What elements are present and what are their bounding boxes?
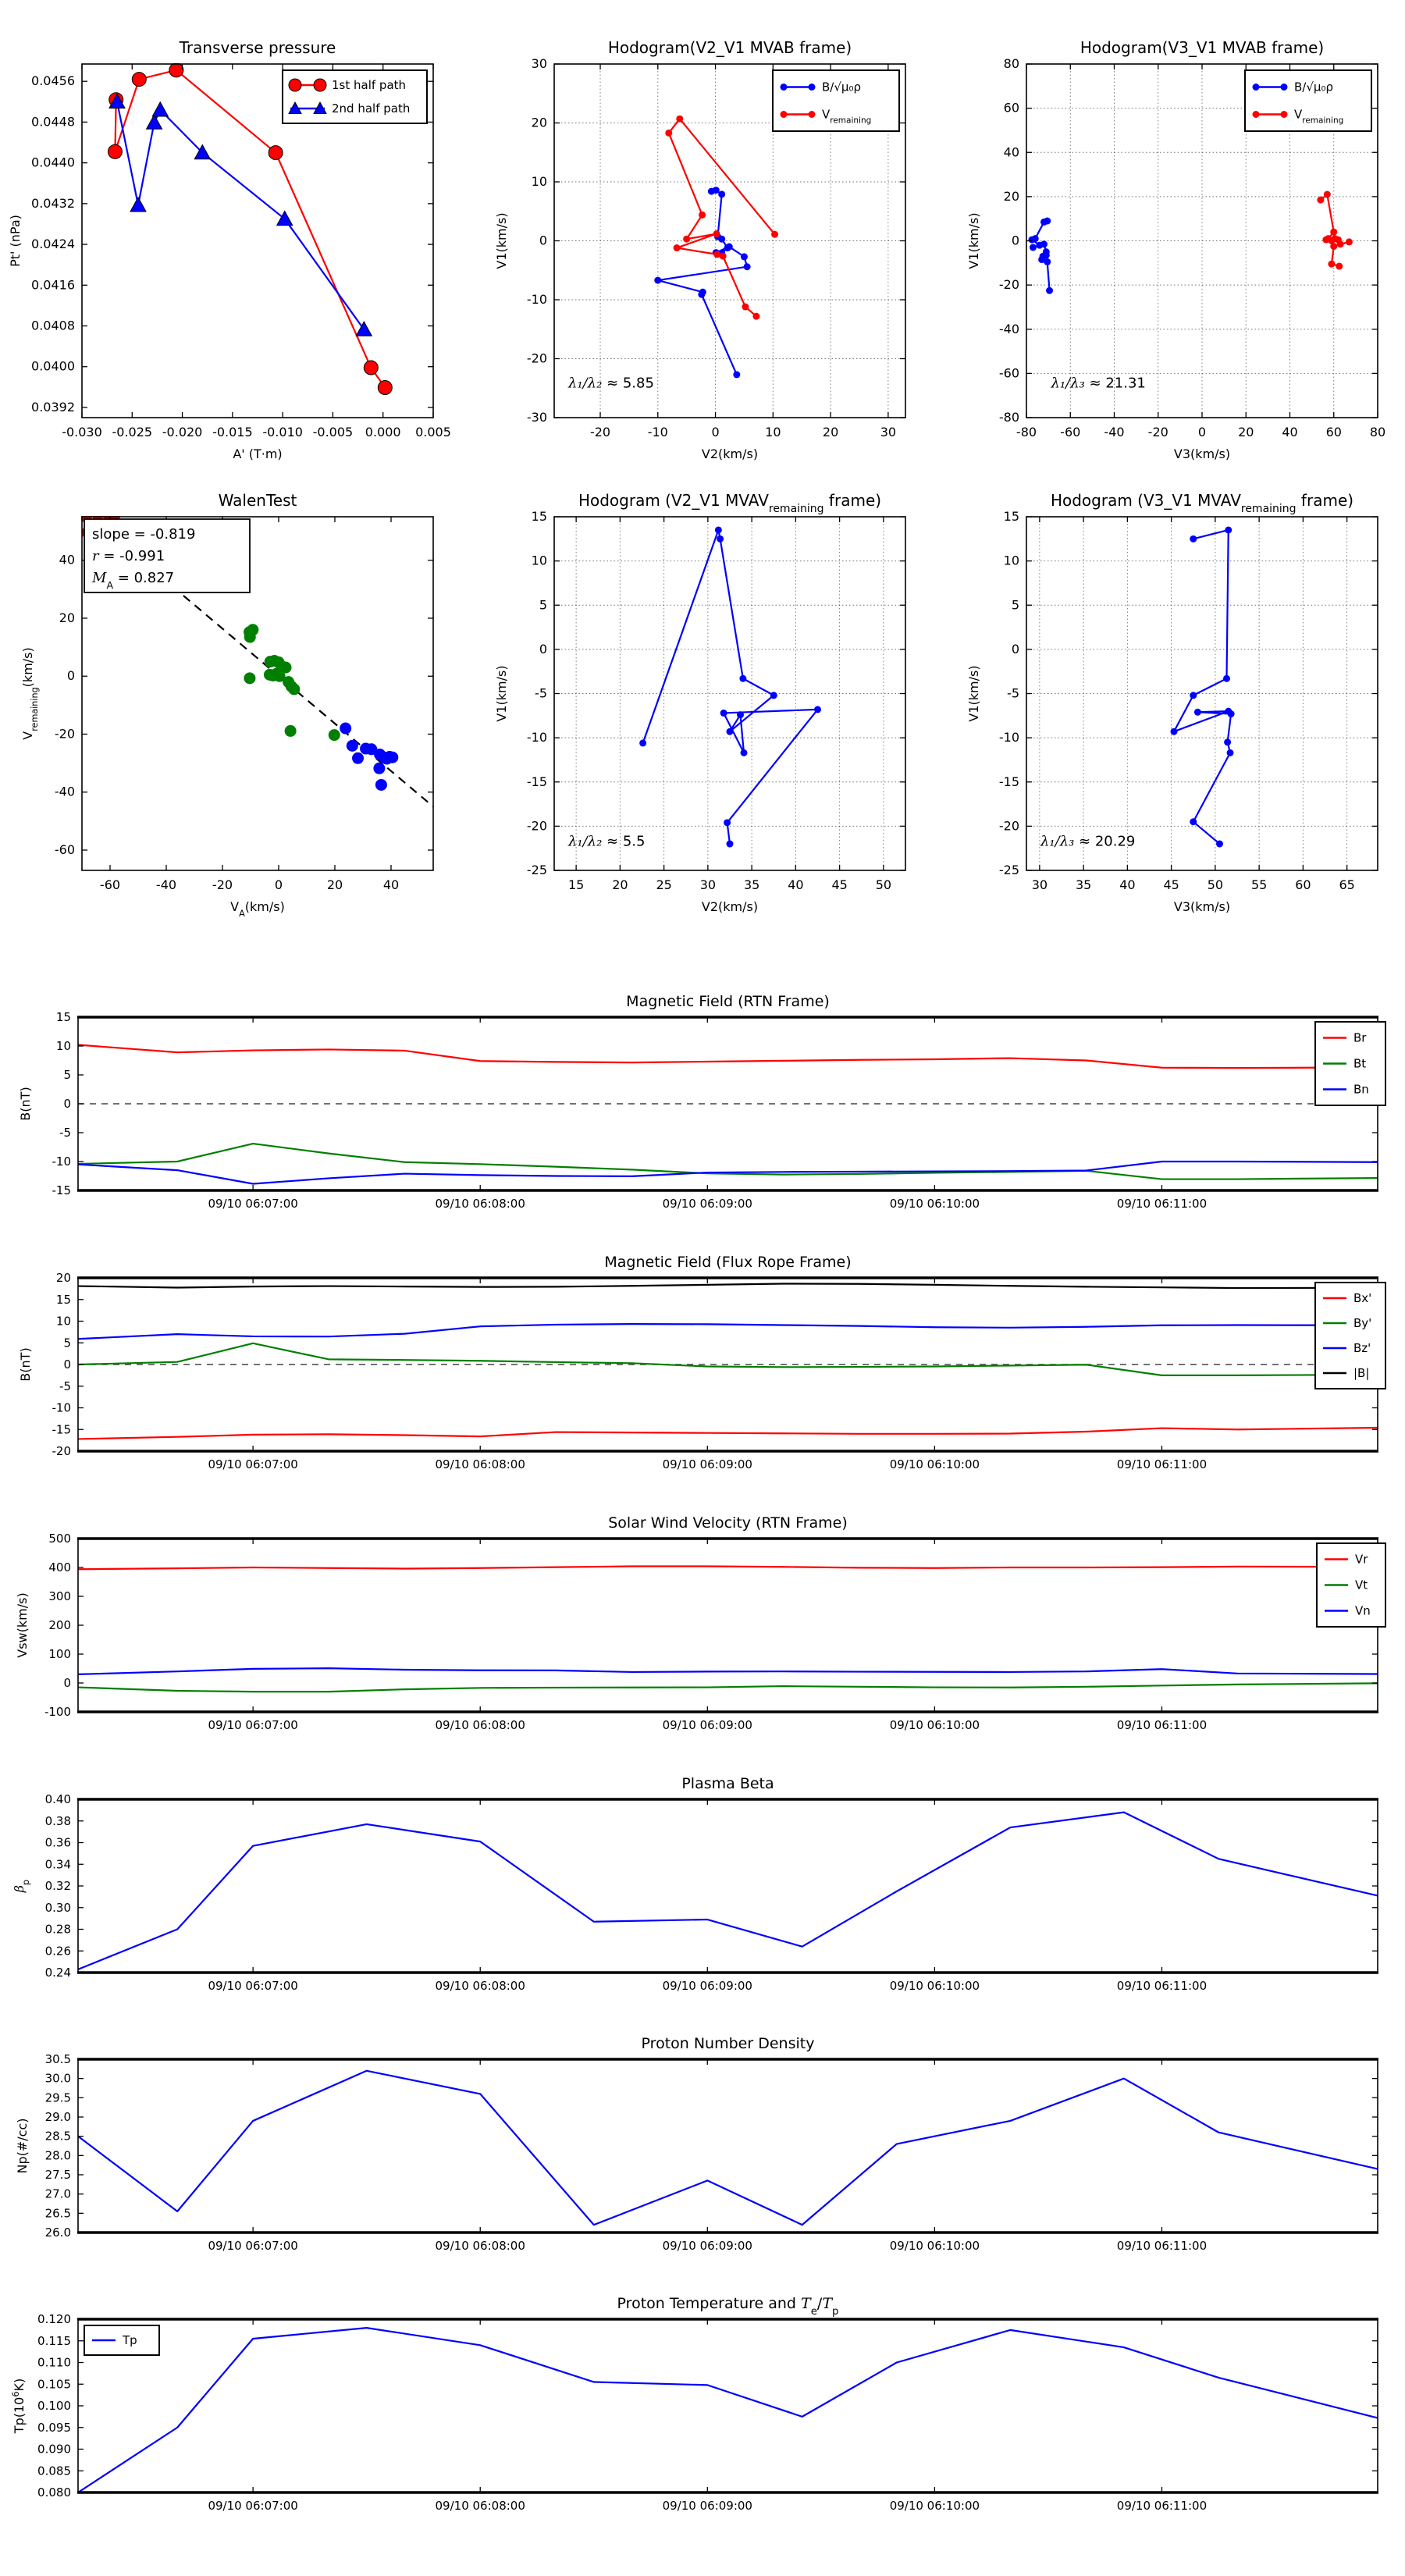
svg-text:400: 400 [48,1560,71,1574]
svg-text:V3(km/s): V3(km/s) [1173,899,1231,914]
chart-walen-test [20,491,433,919]
svg-text:Vremaining(km/s): $V_{remaining}(km/s)$ [20,647,40,740]
svg-text:0.005: 0.005 [415,425,451,439]
svg-text:βp: $\beta_p$ [12,1879,31,1893]
svg-text:0: 0 [1197,425,1207,439]
svg-text:09/10 06:07:00: 09/10 06:07:00 [208,1197,298,1211]
svg-text:-5: -5 [59,1379,71,1393]
svg-text:45: 45 [831,877,848,892]
svg-text:10: 10 [55,1314,71,1329]
svg-text:-0.015: -0.015 [212,425,253,439]
svg-text:10: 10 [1003,553,1019,568]
svg-text:By': By' [1353,1316,1372,1330]
svg-text:λ₁/λ₂ ≈ 5.5: λ₁/λ₂ ≈ 5.5 [568,833,646,850]
chart-mag-fluxrope [18,1254,1385,1471]
svg-text:20: 20 [1003,188,1019,204]
svg-text:09/10 06:08:00: 09/10 06:08:00 [435,2239,525,2253]
svg-text:-60: -60 [998,365,1019,381]
svg-text:-10: -10 [647,425,668,439]
svg-text:35: 35 [1075,877,1092,892]
svg-text:-5: -5 [1007,685,1019,701]
svg-text:09/10 06:09:00: 09/10 06:09:00 [662,1457,752,1471]
svg-text:-60: -60 [54,842,75,858]
svg-text:-20: -20 [589,425,611,439]
svg-text:Hodogram(V2_V1 MVAB frame): Hodogram(V2_V1 MVAB frame) [607,38,852,57]
svg-text:A' (T·m): A' (T·m) [233,447,283,461]
svg-text:40: 40 [59,552,75,568]
chart-hodogram-v2v1-mvab [494,38,905,461]
svg-text:28.5: 28.5 [44,2129,71,2144]
svg-text:Proton Number Density: Proton Number Density [641,2035,815,2052]
svg-text:0: 0 [63,1357,71,1372]
svg-text:VA(km/s): $V_A(km/s)$ [230,899,285,919]
svg-text:0.105: 0.105 [37,2377,71,2392]
svg-text:-0.020: -0.020 [162,425,203,439]
svg-text:100: 100 [48,1647,71,1661]
svg-text:V2(km/s): V2(km/s) [701,899,759,914]
svg-text:-0.025: -0.025 [112,425,153,439]
svg-text:300: 300 [48,1589,71,1603]
svg-text:0.110: 0.110 [37,2355,71,2370]
svg-text:λ₁/λ₂ ≈ 5.85: λ₁/λ₂ ≈ 5.85 [568,375,654,392]
svg-text:5: 5 [1011,597,1019,613]
svg-text:50: 50 [1207,877,1224,892]
svg-text:2nd half path: 2nd half path [332,101,411,116]
svg-text:Hodogram(V3_V1 MVAB frame): Hodogram(V3_V1 MVAB frame) [1080,38,1325,57]
svg-text:29.5: 29.5 [44,2090,71,2105]
svg-text:09/10 06:07:00: 09/10 06:07:00 [208,2239,298,2253]
svg-text:0: 0 [274,877,283,892]
svg-text:09/10 06:07:00: 09/10 06:07:00 [208,2499,298,2513]
svg-text:30: 30 [1031,877,1048,892]
svg-text:V3(km/s): V3(km/s) [1173,447,1231,461]
svg-text:09/10 06:11:00: 09/10 06:11:00 [1116,2239,1208,2253]
svg-text:0.32: 0.32 [44,1879,71,1893]
svg-text:0: 0 [1011,641,1019,656]
svg-text:09/10 06:11:00: 09/10 06:11:00 [1116,1197,1208,1211]
svg-text:-15: -15 [52,1183,71,1197]
svg-text:Bz': Bz' [1353,1341,1371,1355]
svg-text:0.26: 0.26 [44,1944,71,1959]
svg-text:|B|: |B| [1353,1366,1370,1380]
svg-text:Br: Br [1353,1030,1367,1045]
svg-text:0.36: 0.36 [44,1835,71,1850]
svg-text:0.0392: 0.0392 [31,399,75,415]
svg-text:27.5: 27.5 [44,2168,71,2182]
svg-text:-20: -20 [526,818,547,834]
svg-text:28.0: 28.0 [44,2148,71,2163]
svg-text:26.5: 26.5 [44,2206,71,2221]
svg-text:0: 0 [539,233,547,248]
svg-text:1st half path: 1st half path [332,78,407,92]
svg-text:09/10 06:08:00: 09/10 06:08:00 [435,1197,525,1211]
svg-text:V1(km/s): V1(km/s) [494,212,509,269]
svg-text:-15: -15 [52,1422,71,1437]
svg-text:09/10 06:11:00: 09/10 06:11:00 [1116,1718,1208,1732]
svg-text:-15: -15 [998,774,1019,789]
chart-proton-temp [11,2295,1379,2513]
chart-vsw-rtn [15,1514,1385,1732]
svg-text:0.30: 0.30 [44,1900,71,1915]
svg-text:0: 0 [63,1676,71,1690]
svg-text:-5: -5 [59,1126,71,1140]
svg-text:-10: -10 [526,730,547,745]
svg-text:Plasma Beta: Plasma Beta [681,1775,774,1792]
svg-text:25: 25 [656,877,672,892]
svg-text:20: 20 [531,115,547,130]
svg-text:0.38: 0.38 [44,1813,71,1828]
svg-text:0.090: 0.090 [37,2442,71,2457]
svg-text:Vsw(km/s): Vsw(km/s) [15,1592,30,1658]
svg-text:20: 20 [822,425,839,439]
svg-text:40: 40 [1119,877,1136,892]
svg-text:09/10 06:10:00: 09/10 06:10:00 [889,2239,980,2253]
svg-text:Vremaining: $V_{remaining}$ [822,107,872,126]
svg-text:0: 0 [66,668,75,684]
svg-text:20: 20 [55,1271,71,1285]
svg-text:-40: -40 [1104,425,1125,439]
svg-text:-20: -20 [526,350,547,366]
svg-text:λ₁/λ₃ ≈ 20.29: λ₁/λ₃ ≈ 20.29 [1040,833,1136,850]
chart-proton-density [15,2035,1378,2253]
svg-text:40: 40 [1282,425,1298,439]
svg-text:-30: -30 [526,410,547,425]
svg-text:0: 0 [63,1097,71,1111]
svg-text:-20: -20 [212,877,233,892]
svg-text:Proton Temperature and Te/Tp: Proton Temperature and $T_e/T_p$ [617,2295,839,2318]
svg-text:-60: -60 [1060,425,1081,439]
svg-text:45: 45 [1163,877,1179,892]
svg-text:WalenTest: WalenTest [218,491,297,510]
svg-text:40: 40 [1003,144,1019,160]
svg-text:30: 30 [699,877,717,892]
svg-text:35: 35 [743,877,760,892]
svg-text:09/10 06:07:00: 09/10 06:07:00 [208,1457,298,1471]
svg-text:0: 0 [1011,233,1019,248]
svg-text:0: 0 [711,425,720,439]
svg-text:0.0416: 0.0416 [31,277,75,293]
svg-text:0.0440: 0.0440 [31,155,75,170]
svg-text:29.0: 29.0 [44,2110,71,2124]
svg-text:0.085: 0.085 [37,2464,71,2478]
svg-text:Hodogram (V3_V1 MVAVremaining: Hodogram (V3_V1 $MVAV_{remaining}$ frame) [1050,491,1354,515]
chart-plasma-beta [12,1775,1378,1993]
svg-text:55: 55 [1250,877,1268,892]
svg-text:65: 65 [1339,877,1355,892]
svg-text:Magnetic Field (Flux Rope Fram: Magnetic Field (Flux Rope Frame) [604,1254,852,1271]
svg-text:-0.010: -0.010 [262,425,303,439]
svg-text:V1(km/s): V1(km/s) [494,665,509,722]
svg-text:-40: -40 [998,321,1019,336]
svg-text:Vn: Vn [1355,1603,1371,1618]
svg-text:Vremaining: $V_{remaining}$ [1294,107,1344,126]
svg-text:80: 80 [1369,425,1386,439]
svg-text:B/√μ₀ρ: B/√μ₀ρ [1294,80,1333,94]
svg-text:Tp(106K): $Tp(10^6K)$ [10,2378,27,2434]
svg-text:-0.030: -0.030 [62,425,102,439]
svg-text:0.080: 0.080 [37,2485,71,2500]
svg-text:80: 80 [1003,56,1019,71]
svg-text:09/10 06:09:00: 09/10 06:09:00 [662,1718,752,1732]
chart-hodogram-v3v1-mvab [966,38,1385,461]
svg-text:-100: -100 [44,1705,71,1719]
svg-text:30: 30 [531,56,547,71]
svg-text:Vt: Vt [1355,1578,1368,1592]
svg-text:-0.005: -0.005 [312,425,354,439]
svg-text:20: 20 [1238,425,1254,439]
svg-text:0.0408: 0.0408 [31,318,75,333]
svg-text:15: 15 [55,1292,71,1307]
svg-text:26.0: 26.0 [44,2226,71,2240]
svg-text:09/10 06:08:00: 09/10 06:08:00 [435,1979,525,1993]
svg-text:09/10 06:11:00: 09/10 06:11:00 [1116,1457,1208,1471]
svg-text:-10: -10 [526,292,547,307]
svg-text:500: 500 [48,1532,71,1546]
svg-text:-80: -80 [998,410,1019,425]
svg-text:0.28: 0.28 [44,1922,71,1937]
svg-text:09/10 06:07:00: 09/10 06:07:00 [208,1718,298,1732]
svg-text:15: 15 [531,509,547,524]
svg-text:0.100: 0.100 [37,2399,71,2413]
svg-text:200: 200 [48,1618,71,1632]
svg-text:B/√μ₀ρ: B/√μ₀ρ [822,80,861,94]
svg-text:09/10 06:08:00: 09/10 06:08:00 [435,2499,525,2513]
svg-text:10: 10 [765,425,781,439]
svg-text:0.0432: 0.0432 [31,195,75,211]
svg-text:0.115: 0.115 [37,2333,71,2348]
svg-text:20: 20 [612,877,628,892]
svg-text:15: 15 [55,1010,71,1024]
svg-text:09/10 06:11:00: 09/10 06:11:00 [1116,2499,1208,2513]
svg-text:-60: -60 [99,877,121,892]
svg-text:30: 30 [880,425,897,439]
svg-text:B(nT): B(nT) [18,1087,33,1121]
svg-text:Magnetic Field (RTN Frame): Magnetic Field (RTN Frame) [626,993,830,1010]
svg-text:09/10 06:09:00: 09/10 06:09:00 [662,1197,752,1211]
svg-text:-20: -20 [52,1444,71,1458]
svg-text:60: 60 [1295,877,1311,892]
svg-text:B(nT): B(nT) [18,1347,33,1382]
svg-text:-40: -40 [155,877,177,892]
svg-text:Solar Wind Velocity (RTN Frame: Solar Wind Velocity (RTN Frame) [608,1514,848,1532]
svg-text:0.000: 0.000 [365,425,401,439]
svg-text:30.5: 30.5 [44,2052,71,2066]
svg-text:09/10 06:09:00: 09/10 06:09:00 [662,2499,752,2513]
svg-text:V1(km/s): V1(km/s) [966,665,981,722]
chart-hodogram-v2v1-mvav [494,491,905,914]
svg-text:10: 10 [531,174,547,189]
svg-text:0.24: 0.24 [44,1966,71,1980]
svg-text:10: 10 [531,553,547,568]
svg-text:09/10 06:10:00: 09/10 06:10:00 [889,1197,980,1211]
svg-text:-40: -40 [54,784,75,799]
svg-text:30.0: 30.0 [44,2071,71,2086]
svg-text:09/10 06:10:00: 09/10 06:10:00 [889,1718,980,1732]
svg-text:10: 10 [55,1039,71,1053]
svg-text:09/10 06:10:00: 09/10 06:10:00 [889,2499,980,2513]
svg-text:-10: -10 [998,730,1019,745]
svg-text:5: 5 [63,1336,71,1350]
svg-text:40: 40 [788,877,804,892]
svg-text:Transverse pressure: Transverse pressure [179,38,336,57]
svg-text:20: 20 [326,877,343,892]
svg-text:60: 60 [1325,425,1342,439]
svg-text:09/10 06:09:00: 09/10 06:09:00 [662,1979,752,1993]
svg-text:-10: -10 [52,1400,71,1415]
svg-text:Bx': Bx' [1353,1291,1372,1305]
svg-text:09/10 06:10:00: 09/10 06:10:00 [889,1979,980,1993]
svg-text:slope = -0.819: slope = -0.819 [92,526,196,543]
chart-mag-rtn [18,993,1385,1211]
svg-text:09/10 06:08:00: 09/10 06:08:00 [435,1457,525,1471]
svg-text:5: 5 [63,1068,71,1082]
svg-text:Np(#/cc): Np(#/cc) [15,2118,30,2174]
svg-text:0.0424: 0.0424 [31,237,75,252]
svg-text:-20: -20 [998,277,1019,293]
svg-text:09/10 06:07:00: 09/10 06:07:00 [208,1979,298,1993]
svg-text:60: 60 [1003,100,1019,116]
svg-text:0.34: 0.34 [44,1857,71,1872]
svg-text:20: 20 [59,610,75,625]
chart-hodogram-v3v1-mvav [966,491,1378,914]
svg-text:Bn: Bn [1353,1082,1369,1097]
svg-text:Vr: Vr [1355,1552,1368,1567]
svg-text:09/10 06:09:00: 09/10 06:09:00 [662,2239,752,2253]
chart-transverse-pressure [8,38,451,461]
svg-text:09/10 06:11:00: 09/10 06:11:00 [1116,1979,1208,1993]
svg-text:0.120: 0.120 [37,2312,71,2326]
svg-text:-15: -15 [526,774,547,789]
svg-text:-5: -5 [535,685,547,701]
svg-text:-80: -80 [1016,425,1037,439]
svg-text:0.0400: 0.0400 [31,358,75,374]
svg-text:50: 50 [875,877,892,892]
svg-text:15: 15 [1003,509,1019,524]
svg-text:λ₁/λ₃ ≈ 21.31: λ₁/λ₃ ≈ 21.31 [1051,375,1146,392]
svg-text:Pt' (nPa): Pt' (nPa) [8,215,23,267]
svg-text:-25: -25 [998,863,1019,877]
svg-text:27.0: 27.0 [44,2186,71,2201]
svg-text:Tp: Tp [123,2333,137,2347]
svg-text:-20: -20 [1147,425,1168,439]
svg-text:09/10 06:10:00: 09/10 06:10:00 [889,1457,980,1471]
svg-text:15: 15 [567,877,585,892]
svg-text:0.0448: 0.0448 [31,114,75,130]
svg-text:40: 40 [382,877,400,892]
svg-text:V2(km/s): V2(km/s) [701,447,759,461]
svg-text:5: 5 [539,597,547,613]
svg-text:V1(km/s): V1(km/s) [966,212,981,269]
svg-text:-10: -10 [52,1155,71,1169]
svg-text:-20: -20 [998,818,1019,834]
svg-text:09/10 06:08:00: 09/10 06:08:00 [435,1718,525,1732]
svg-text:Bt: Bt [1353,1056,1367,1071]
svg-text:MA = 0.827: $M_A = 0.827$ [92,570,175,591]
svg-text:0.0456: 0.0456 [31,73,75,89]
svg-text:0: 0 [539,641,547,656]
svg-text:Hodogram (V2_V1 MVAVremaining: Hodogram (V2_V1 $MVAV_{remaining}$ frame) [578,491,882,515]
svg-text:r = -0.991: r = -0.991 [92,548,165,564]
svg-text:-20: -20 [54,726,75,742]
svg-text:0.40: 0.40 [44,1792,71,1806]
svg-text:0.095: 0.095 [37,2420,71,2435]
svg-text:-25: -25 [526,863,547,877]
